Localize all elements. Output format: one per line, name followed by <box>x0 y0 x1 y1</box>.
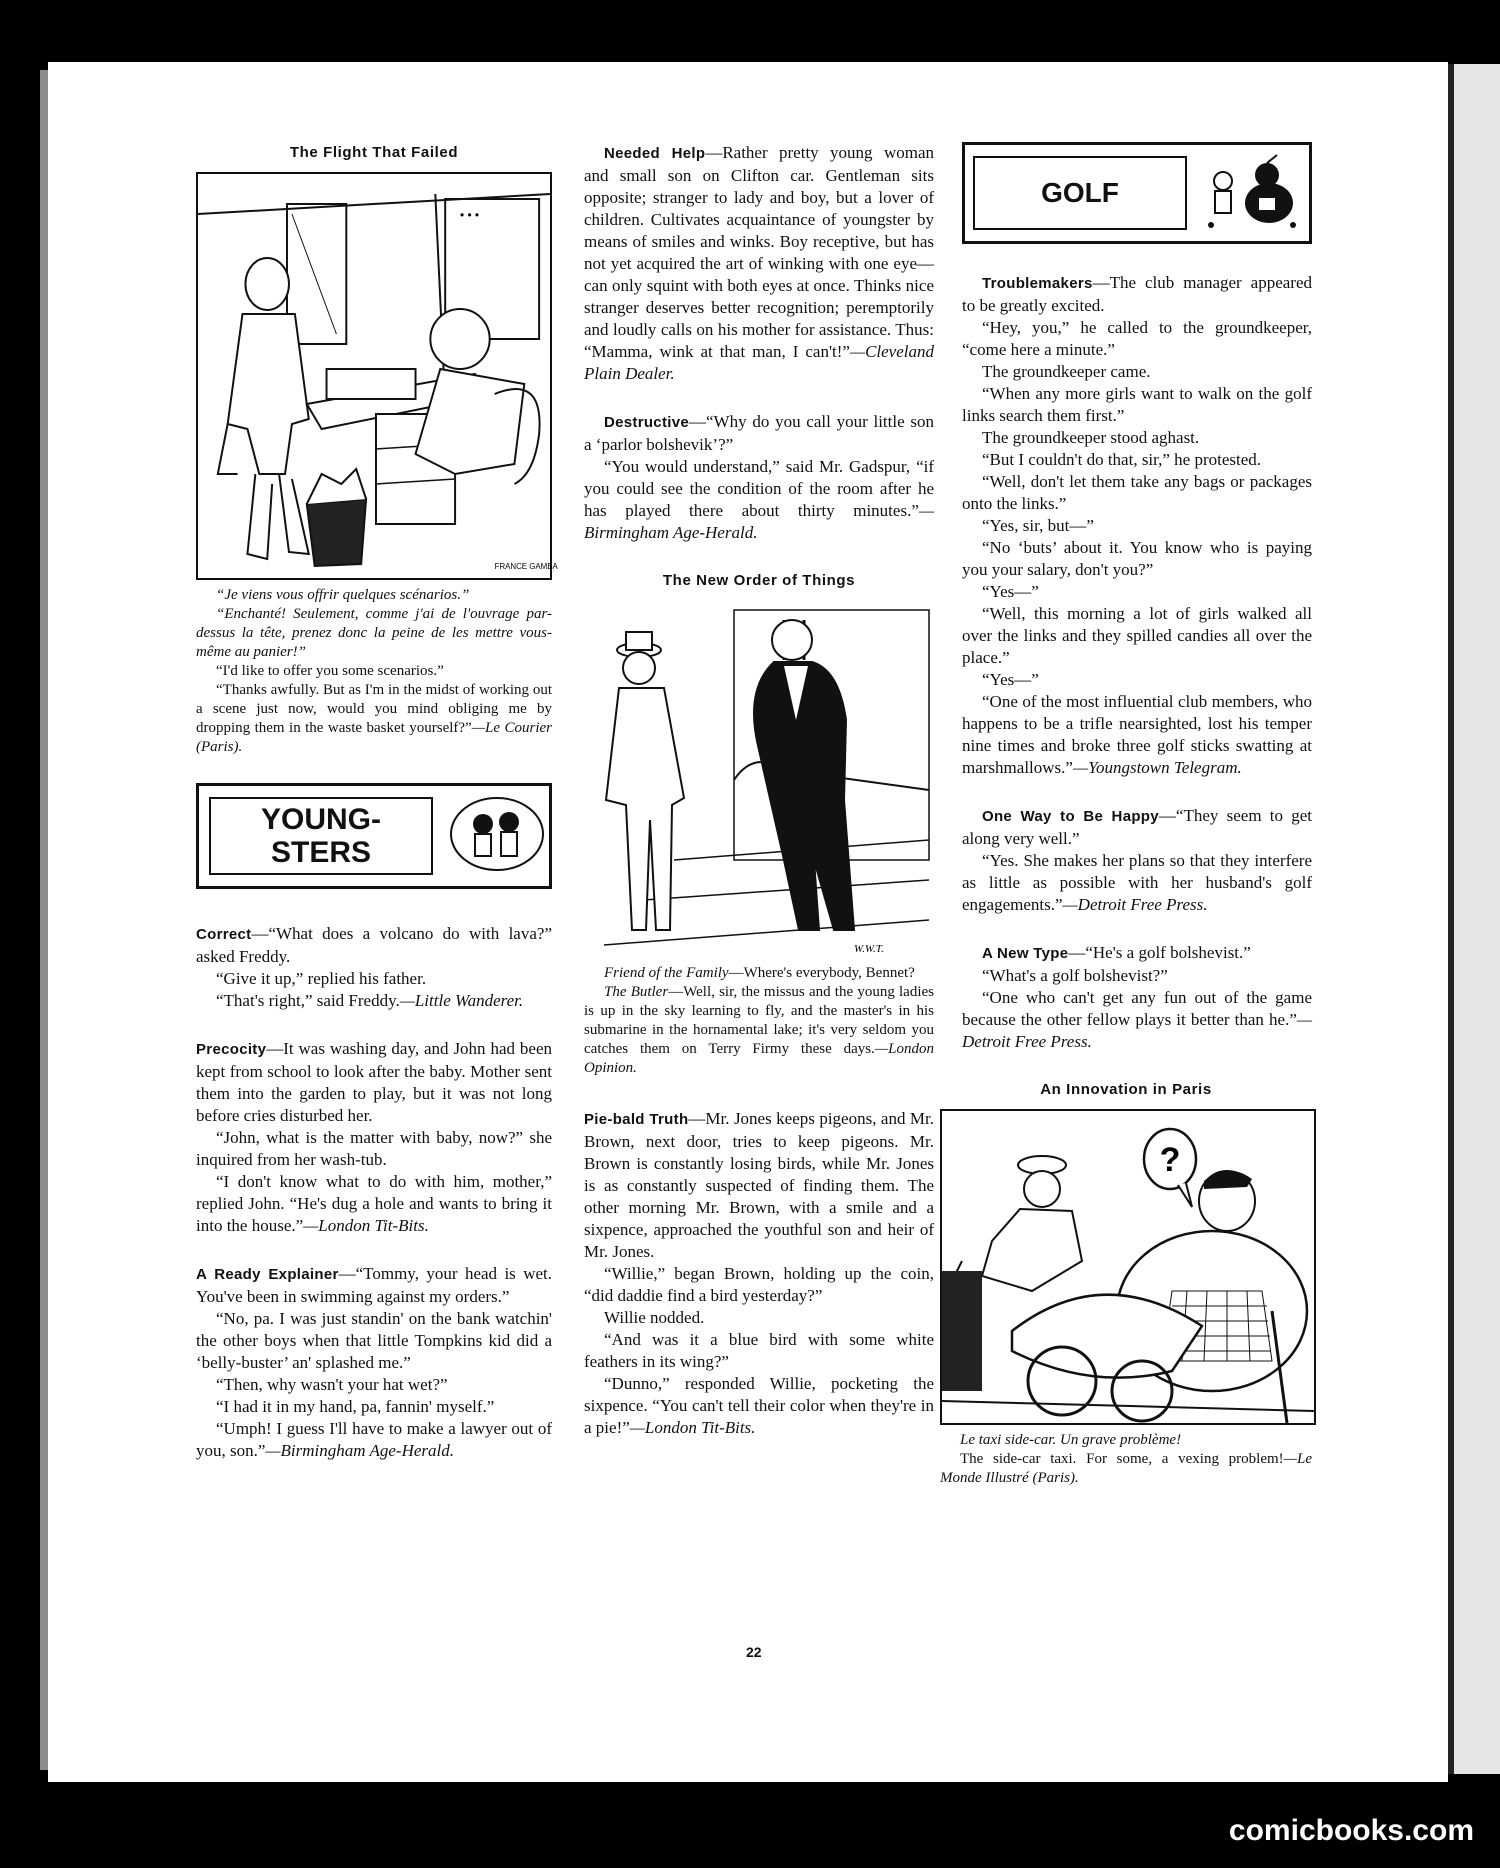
trouble-p11: “Well, this morning a lot of girls walked all over the links and they spilled candies all over the place.” <box>962 604 1312 667</box>
trouble-p5: The groundkeeper stood aghast. <box>982 428 1200 447</box>
trouble-p13: “One of the most influential club members, who happens to be a trifle nearsighted, lost his temper nine times and broke three golf sticks swatting at marshmallows.” <box>962 692 1312 777</box>
piebald-p5: “Dunno,” responded Willie, pocketing the sixpence. “You can't tell their color when they're in a pie!” <box>584 1374 934 1437</box>
piebald-text: —Mr. Jones keeps pigeons, and Mr. Brown, next door, tries to keep pigeons. Mr. Brown is constantly losing birds, while Mr. Jones is as constantly suspected of finding them. The other morning Mr. Brown, with a smile and a sixpence, approached the youthful son and heir of Mr. Jones. <box>584 1109 934 1261</box>
paris-caption-en: The side-car taxi. For some, a vexing problem! <box>960 1451 1284 1467</box>
explainer-item <box>196 1263 552 1462</box>
page-number: 22 <box>746 1644 762 1660</box>
piebald-p4: “And was it a blue bird with some white feathers in its wing?” <box>584 1330 934 1371</box>
golf-title-box <box>973 156 1187 230</box>
happy-lead: One Way to Be Happy <box>982 808 1159 825</box>
trouble-p2: “Hey, you,” he called to the groundkeeper, “come here a minute.” <box>962 318 1312 359</box>
youngsters-title-2: STERS <box>270 836 372 869</box>
order-caption-a: —Where's everybody, Bennet? <box>728 965 915 981</box>
column-left <box>196 142 558 1488</box>
destructive-p2: “You would understand,” said Mr. Gadspur, “if you could see the condition of the room after he has played there about thirty minutes.” <box>584 457 934 520</box>
destructive-text: —“Why do you call your little son a ‘parlor bolshevik’?” <box>584 412 934 454</box>
flight-caption-fr2: “Enchanté! Seulement, comme j'ai de l'ouvrage par-dessus la tête, prenez donc la peine de les mettre vous-même au panier!” <box>196 606 552 660</box>
trouble-text: —The club manager appeared to be greatly excited. <box>962 273 1312 315</box>
flight-heading: The Flight That Failed <box>289 144 459 161</box>
precocity-src: —London Tit-Bits. <box>303 1216 429 1235</box>
poster-lettering: • • • <box>460 207 480 223</box>
paris-cartoon-drawing <box>942 1111 1314 1423</box>
precocity-p2: “John, what is the matter with baby, now?” she inquired from her wash-tub. <box>196 1128 552 1169</box>
trouble-p3: The groundkeeper came. <box>982 362 1151 381</box>
flight-cartoon <box>196 172 558 580</box>
trouble-item <box>962 272 1312 779</box>
piebald-p3: Willie nodded. <box>604 1308 705 1327</box>
happy-text: —“They seem to get along very well.” <box>962 806 1312 848</box>
correct-item <box>196 923 552 1012</box>
column-middle <box>584 142 934 1465</box>
paris-heading: An Innovation in Paris <box>1040 1081 1212 1098</box>
children-icon <box>447 794 547 878</box>
destructive-item <box>584 411 934 544</box>
paris-caption <box>940 1431 1312 1488</box>
golf-banner <box>962 142 1312 244</box>
flight-cartoon-drawing <box>198 174 558 578</box>
youngsters-banner <box>196 783 552 889</box>
help-item <box>584 142 934 385</box>
type-text: —“He's a golf bolshevist.” <box>1068 943 1251 962</box>
type-p2: “What's a golf bolshevist?” <box>982 966 1168 985</box>
trouble-src: —Youngstown Telegram. <box>1072 758 1242 777</box>
site-watermark: comicbooks.com <box>1228 1814 1474 1847</box>
trouble-lead: Troublemakers <box>982 275 1093 292</box>
order-cartoon <box>584 600 934 960</box>
piebald-src: —London Tit-Bits. <box>629 1418 756 1437</box>
explainer-text: —“Tommy, your head is wet. You've been in swimming against my orders.” <box>196 1264 552 1306</box>
piebald-item <box>584 1108 934 1439</box>
flight-signature: FRANCE GAMBA <box>494 561 558 572</box>
happy-src: —Detroit Free Press. <box>1062 895 1208 914</box>
order-caption-src: —London Opinion. <box>584 1041 934 1076</box>
correct-lead: Correct <box>196 926 252 943</box>
type-item <box>962 942 1312 1053</box>
destructive-lead: Destructive <box>604 414 690 431</box>
trouble-p9: “No ‘buts’ about it. You know who is paying you your salary, don't you?” <box>962 538 1312 579</box>
explainer-p4: “I had it in my hand, pa, fannin' myself.” <box>216 1397 495 1416</box>
page-gutter-line <box>1448 64 1454 1774</box>
youngsters-title-box <box>209 797 433 875</box>
explainer-p2: “No, pa. I was just standin' on the bank watchin' the other boys when that little Tompkins kid did a ‘belly-buster’ an' splashed me.” <box>196 1309 552 1372</box>
flight-caption-fr1: “Je viens vous offrir quelques scénarios.” <box>216 587 470 603</box>
order-caption-b-who: The Butler <box>604 984 669 1000</box>
trouble-p10: “Yes—” <box>982 582 1039 601</box>
youngsters-title-1: YOUNG- <box>261 803 381 836</box>
flight-caption <box>196 586 552 757</box>
explainer-lead: A Ready Explainer <box>196 1266 339 1283</box>
order-cartoon-drawing <box>584 600 934 960</box>
trouble-p4: “When any more girls want to walk on the golf links search them first.” <box>962 384 1312 425</box>
correct-text: —“What does a volcano do with lava?” asked Freddy. <box>196 924 552 966</box>
flight-caption-src: —Le Courier (Paris). <box>196 720 552 755</box>
type-lead: A New Type <box>982 945 1069 962</box>
piebald-lead: Pie-bald Truth <box>584 1111 689 1128</box>
trouble-p8: “Yes, sir, but—” <box>982 516 1094 535</box>
happy-item <box>962 805 1312 916</box>
order-caption-a-who: Friend of the Family <box>604 965 729 981</box>
trouble-p6: “But I couldn't do that, sir,” he protested. <box>982 450 1262 469</box>
paris-caption-fr: Le taxi side-car. Un grave problème! <box>960 1432 1182 1448</box>
correct-p2: “Give it up,” replied his father. <box>216 969 427 988</box>
paris-caption-src: —Le Monde Illustré (Paris). <box>940 1451 1312 1486</box>
correct-src: —Little Wanderer. <box>399 991 524 1010</box>
precocity-text: —It was washing day, and John had been kept from school to look after the baby. Mother sent them into the garden to play, but it was not long before cries disturbed her. <box>196 1039 552 1125</box>
paris-cartoon <box>940 1109 1316 1425</box>
precocity-p3: “I don't know what to do with him, mother,” replied John. “He's dug a hole and wants to bring it into the house.” <box>196 1172 552 1235</box>
piebald-p2: “Willie,” began Brown, holding up the coin, “did daddie find a bird yesterday?” <box>584 1264 934 1305</box>
next-page-edge <box>1454 64 1500 1774</box>
explainer-p3: “Then, why wasn't your hat wet?” <box>216 1375 448 1394</box>
order-caption <box>584 964 934 1078</box>
help-text: —Rather pretty young woman and small son on Clifton car. Gentleman sits opposite; stranger to lady and boy, but a lover of children. Cultivates acquaintance of youngster by means of smiles and winks. Boy receptive, but has not yet acquired the art of winking with one eye—can only squint with both eyes at once. Thinks nice stranger deserves better recognition; peremptorily and loudly calls on his mother for assistance. Thus: “Mamma, wink at that man, I can't!” <box>584 143 934 361</box>
explainer-src: —Birmingham Age-Herald. <box>265 1441 454 1460</box>
trouble-p7: “Well, don't let them take any bags or packages onto the links.” <box>962 472 1312 513</box>
order-caption-b: —Well, sir, the missus and the young ladies is up in the sky learning to fly, and the master's in his submarine in the hornamental lake; it's very seldom you catches them on Terry Firmy these days. <box>584 984 934 1057</box>
column-right <box>940 142 1312 1488</box>
golf-title: GOLF <box>1041 176 1119 208</box>
flight-caption-en1: “I'd like to offer you some scenarios.” <box>216 663 444 679</box>
destructive-src: —Birmingham Age-Herald. <box>584 501 934 542</box>
help-src: —Cleveland Plain Dealer. <box>584 342 934 383</box>
type-p3: “One who can't get any fun out of the game because the other fellow plays it better than he.” <box>962 988 1312 1029</box>
explainer-p5: “Umph! I guess I'll have to make a lawyer out of you, son.” <box>196 1419 552 1460</box>
trouble-p12: “Yes—” <box>982 670 1039 689</box>
type-src: —Detroit Free Press. <box>962 1010 1312 1051</box>
correct-p3: “That's right,” said Freddy. <box>216 991 400 1010</box>
precocity-item <box>196 1038 552 1237</box>
golfers-icon <box>1197 153 1307 233</box>
flight-caption-en2: “Thanks awfully. But as I'm in the midst of working out a scene just now, would you mind obliging me by dropping them in the waste basket yourself?” <box>196 682 552 736</box>
paris-bubble-text: ? <box>1159 1141 1181 1179</box>
order-signature: W.W.T. <box>854 943 884 955</box>
precocity-lead: Precocity <box>196 1041 267 1058</box>
order-heading: The New Order of Things <box>662 572 856 589</box>
happy-p2: “Yes. She makes her plans so that they interfere as little as possible with her husband's golf engagements.” <box>962 851 1312 914</box>
help-lead: Needed Help <box>604 145 706 162</box>
magazine-page <box>48 62 1448 1782</box>
